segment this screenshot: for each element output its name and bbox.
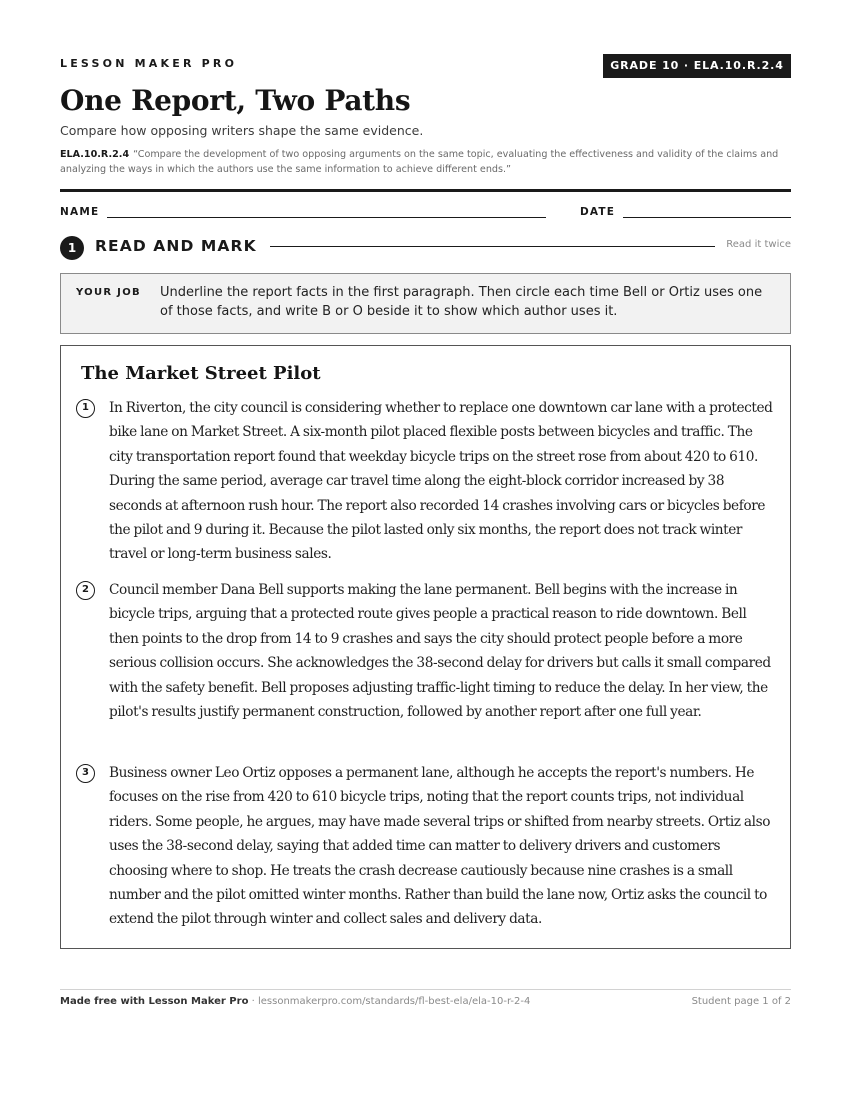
page-indicator: Student page 1 of 2 (691, 996, 791, 1007)
instructions-label: YOUR JOB (76, 287, 141, 298)
standard-statement (60, 148, 791, 177)
standard-text: “Compare the development of two opposing arguments on the same topic, evaluating the effectiveness and validity of the claims and analyzing the ways in which the authors use the same information to achieve different ends.” (60, 149, 779, 175)
paragraph-number-2: 2 (76, 581, 95, 600)
section-number-badge: 1 (60, 236, 84, 260)
grade-badge: GRADE 10 · ELA.10.R.2.4 (603, 54, 791, 78)
paragraph-number-1: 1 (76, 399, 95, 418)
footer-brand: Made free with Lesson Maker Pro (60, 996, 249, 1007)
passage-title: The Market Street Pilot (81, 363, 321, 384)
section-title: READ AND MARK (95, 237, 257, 255)
footer-url: · lessonmakerpro.com/standards/fl-best-ela/ela-10-r-2-4 (248, 996, 531, 1007)
section-note: Read it twice (726, 239, 791, 250)
brand-name: LESSON MAKER PRO (60, 57, 238, 70)
page-subtitle: Compare how opposing writers shape the same evidence. (60, 123, 424, 138)
footer-divider (60, 989, 791, 990)
instructions-text: Underline the report facts in the first paragraph. Then circle each time Bell or Ortiz uses one of those facts, and write B or O beside it to show which author uses it. (160, 285, 763, 319)
date-field[interactable] (623, 217, 791, 218)
footer-credit (60, 996, 530, 1007)
instructions-box (60, 273, 791, 334)
worksheet-page (60, 0, 791, 1100)
paragraph-1: In Riverton, the city council is considering whether to replace one downtown car lane with a protected bike lane on Market Street. A six-month pilot placed flexible posts between bicycles and traffic. The city transportation report found that weekday bicycle trips on the street rose from about 420 to 610. During the same period, average car travel time along the eight-block corridor increased by 38 seconds at afternoon rush hour. The report also recorded 14 crashes involving cars or bicycles before the pilot and 9 during it. Because the pilot lasted only six months, the report does not track winter travel or long-term business sales. (109, 400, 773, 563)
header-divider (60, 189, 791, 192)
section-divider (270, 246, 715, 247)
page-title: One Report, Two Paths (60, 84, 411, 117)
paragraph-3: Business owner Leo Ortiz opposes a permanent lane, although he accepts the report's numbers. He focuses on the rise from 420 to 610 bicycle trips, noting that the report counts trips, not individual riders. Some people, he argues, may have made several trips or shifted from nearby streets. Ortiz also uses the 38-second delay, saying that added time can matter to delivery drivers and customers choosing where to shop. He treats the crash decrease cautiously because nine crashes is a small number and the pilot omitted winter months. Rather than build the lane now, Ortiz asks the council to extend the pilot through winter and collect sales and delivery data. (109, 765, 771, 928)
name-label: NAME (60, 206, 100, 218)
date-label: DATE (580, 206, 616, 218)
reading-passage (60, 345, 791, 949)
paragraph-2: Council member Dana Bell supports making the lane permanent. Bell begins with the increase in bicycle trips, arguing that a protected route gives people a practical reason to ride downtown. Bell then points to the drop from 14 to 9 crashes and says the city should protect people before a more serious collision occurs. She acknowledges the 38-second delay for drivers but calls it small compared with the safety benefit. Bell proposes adjusting traffic-light timing to reduce the delay. In her view, the pilot's results justify permanent construction, followed by another report after one full year. (109, 582, 771, 721)
paragraph-number-3: 3 (76, 764, 95, 783)
name-field[interactable] (107, 217, 546, 218)
standard-code: ELA.10.R.2.4 (60, 149, 130, 160)
